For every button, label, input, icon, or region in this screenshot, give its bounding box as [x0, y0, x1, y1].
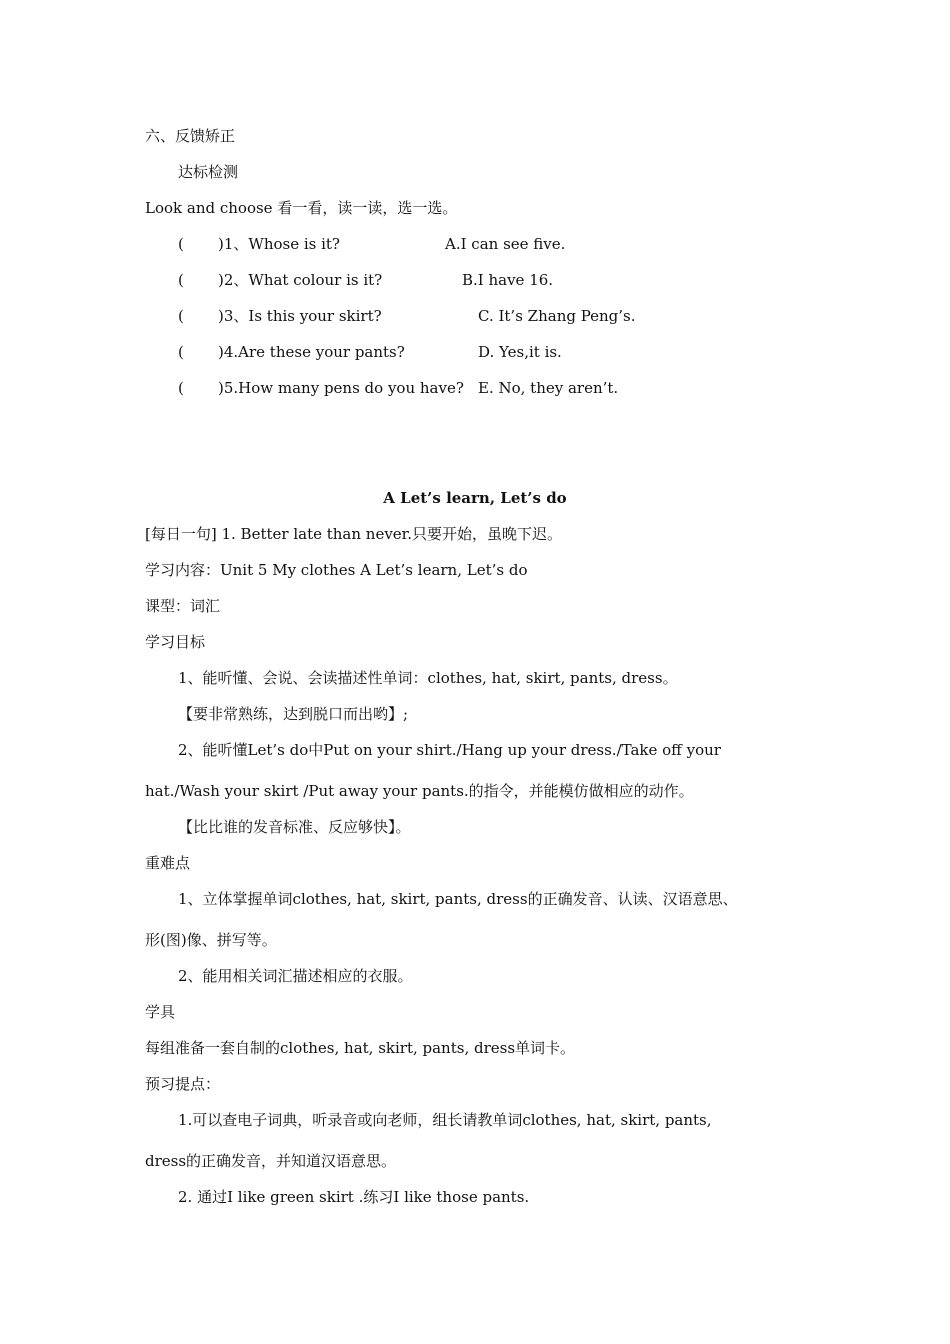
goal-1: 1、能听懂、会说、会读描述性单词：clothes, hat, skirt, pants, dress。 [178, 669, 678, 687]
question-text: )1、Whose is it? [218, 235, 340, 253]
question-text: )3、Is this your skirt? [218, 307, 382, 325]
goal-1-note: 【要非常熟练，达到脱口而出哟】; [178, 705, 409, 723]
key-points-heading: 重难点 [145, 854, 191, 872]
preview-1-line-1: 1.可以查电子词典，听录音或向老师，组长请教单词clothes, hat, skirt, pants, [178, 1111, 712, 1129]
answer-option: D. Yes,it is. [478, 343, 562, 361]
answer-option: C. It’s Zhang Peng’s. [478, 307, 636, 325]
answer-blank: ( [178, 379, 184, 397]
question-text: )5.How many pens do you have? [218, 379, 464, 397]
key-point-2: 2、能用相关词汇描述相应的衣服。 [178, 967, 413, 985]
section-heading: 六、反馈矫正 [145, 127, 236, 145]
preview-heading: 预习提点： [145, 1075, 221, 1093]
key-point-1-line-2: 形(图)像、拼写等。 [145, 931, 277, 949]
lesson-content: 学习内容：Unit 5 My clothes A Let’s learn, Let’s do [145, 561, 528, 579]
preview-2: 2. 通过I like green skirt .练习I like those pants. [178, 1188, 530, 1206]
section-subheading: 达标检测 [178, 163, 239, 181]
answer-blank: ( [178, 343, 184, 361]
preview-1-line-2: dress的正确发音，并知道汉语意思。 [145, 1152, 397, 1170]
question-text: )2、What colour is it? [218, 271, 383, 289]
answer-option: E. No, they aren’t. [478, 379, 619, 397]
answer-option: B.I have 16. [462, 271, 554, 289]
exercise-instruction: Look and choose 看一看，读一读，选一选。 [145, 199, 458, 217]
lesson-title: A Let’s learn, Let’s do [383, 489, 567, 507]
tools-text: 每组准备一套自制的clothes, hat, skirt, pants, dress单词卡。 [145, 1039, 576, 1057]
answer-option: A.I can see five. [445, 235, 566, 253]
answer-blank: ( [178, 235, 184, 253]
tools-heading: 学具 [145, 1003, 176, 1021]
answer-blank: ( [178, 271, 184, 289]
goal-2-line-1: 2、能听懂Let’s do中Put on your shirt./Hang up your dress./Take off your [178, 741, 721, 759]
answer-blank: ( [178, 307, 184, 325]
goals-heading: 学习目标 [145, 633, 206, 651]
daily-sentence: [每日一句] 1. Better late than never.只要开始，虽晚下迟。 [145, 525, 562, 543]
goal-2-line-2: hat./Wash your skirt /Put away your pants.的指令，并能模仿做相应的动作。 [145, 782, 694, 800]
goal-2-note: 【比比谁的发音标准、反应够快】。 [178, 818, 411, 836]
lesson-type: 课型：词汇 [145, 597, 221, 615]
question-text: )4.Are these your pants? [218, 343, 405, 361]
key-point-1-line-1: 1、立体掌握单词clothes, hat, skirt, pants, dress的正确发音、认读、汉语意思、 [178, 890, 738, 908]
